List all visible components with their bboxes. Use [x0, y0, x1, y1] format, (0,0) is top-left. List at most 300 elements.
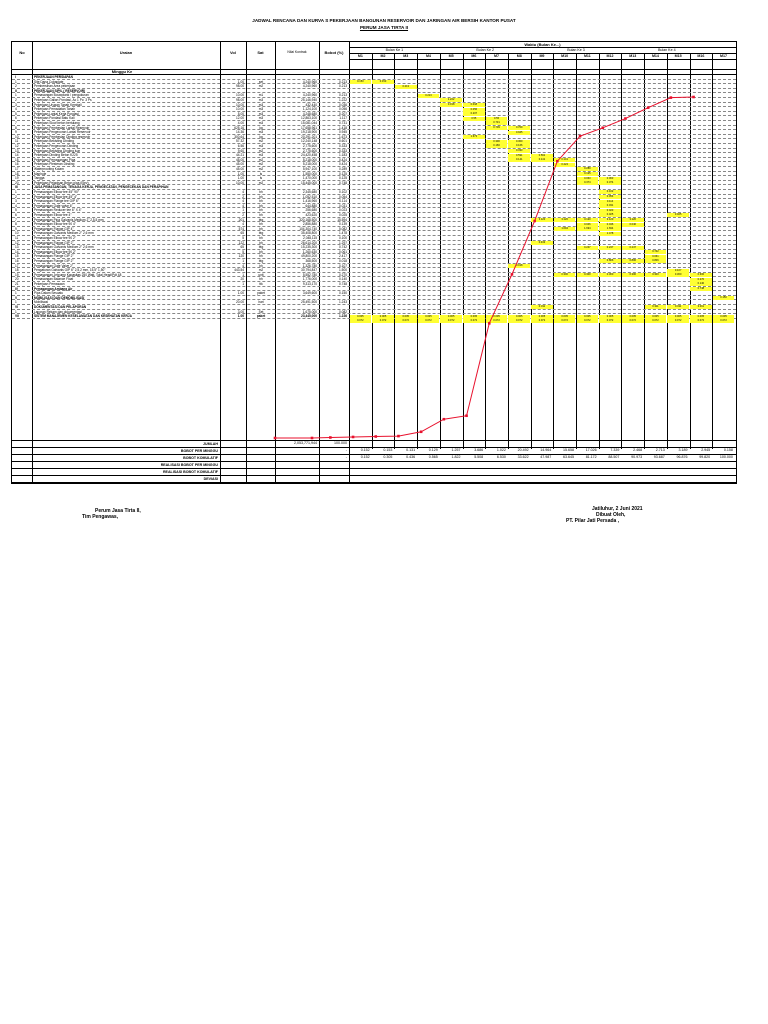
row-description: MOBILISASI DAN DEMOBILISASI	[34, 295, 85, 300]
week-label: M12	[606, 54, 614, 58]
row-unit: bh	[259, 199, 263, 204]
schedule-bar: 0.072	[645, 319, 667, 323]
row-description: Pemasangan Ambang Air	[34, 286, 73, 291]
row-contract-value: 12,240,148	[301, 139, 317, 144]
row-volume: 9.60	[237, 148, 244, 153]
schedule-bar: 0.005	[577, 315, 599, 319]
schedule-bar: 0.114	[599, 200, 621, 204]
schedule-bar: 0.300	[486, 140, 508, 144]
schedule-bar: 0.046	[577, 223, 599, 227]
row-number: 9	[15, 130, 17, 135]
row-contract-value: 1,776,000	[302, 277, 317, 282]
row-unit: btg	[258, 217, 264, 222]
s-curve-point	[352, 436, 355, 439]
s-curve-point	[443, 418, 446, 421]
month-label: Bulan Ke 1	[385, 48, 404, 52]
row-weight: 0.082	[339, 309, 347, 314]
row-weight: 0.424	[339, 162, 347, 167]
row-unit: m2	[258, 180, 264, 185]
row-number: 3	[15, 199, 17, 204]
row-weight: 1.478	[339, 231, 347, 236]
row-unit: m2	[258, 167, 264, 171]
cumulative-weight: 1.822	[451, 455, 461, 459]
row-unit: ls	[259, 176, 263, 181]
row-unit: bh	[259, 208, 263, 213]
row-volume: 300.64	[234, 134, 244, 139]
row-contract-value: 256,680	[305, 208, 317, 213]
row-unit: m1	[258, 93, 264, 98]
row-contract-value: 26,614,200	[301, 240, 317, 245]
row-description: Pekerjaan Pelapisan Beton pipa (Elev)	[34, 180, 89, 185]
row-contract-value: 644,880	[305, 203, 317, 208]
row-description: DOKUMENTASI DAN PELAPORAN	[34, 305, 87, 309]
row-unit: ls	[259, 171, 263, 176]
row-weight: 1.117	[339, 116, 347, 121]
row-unit: m3	[258, 130, 264, 135]
row-number: 1	[15, 93, 17, 98]
schedule-bar: 3.120	[531, 218, 553, 222]
row-weight: 0.054	[339, 194, 347, 199]
schedule-bar: 0.046	[622, 223, 644, 227]
weekly-weight: 0.152	[360, 448, 370, 452]
row-weight: 0.031	[339, 203, 347, 208]
s-curve-point	[274, 437, 277, 440]
row-number: 11	[15, 139, 19, 144]
weekly-weight: 0.153	[383, 448, 393, 452]
schedule-bar: 0.374	[599, 181, 621, 185]
schedule-bar: 0.311	[645, 305, 667, 309]
header-no: No	[19, 50, 25, 55]
cumulative-weight: 33.622	[517, 455, 529, 459]
s-curve-point	[329, 436, 332, 439]
row-weight: 0.140	[339, 277, 347, 282]
row-description: Pekerjaan Pemasangan Pipa	[34, 157, 76, 162]
schedule-bar: 0.072	[577, 319, 599, 323]
row-unit: m3	[258, 107, 264, 112]
schedule-bar: 1.222	[440, 98, 462, 102]
row-volume: 1.00	[237, 171, 244, 176]
row-contract-value: 2,345,680	[302, 190, 317, 194]
cumulative-weight: 47.987	[540, 455, 552, 459]
row-volume: 20.00	[236, 300, 244, 305]
week-label: M17	[720, 54, 728, 58]
row-contract-value: 432,440	[305, 102, 317, 107]
schedule-bar: 1.478	[599, 232, 621, 236]
row-volume: 1	[242, 282, 244, 286]
row-number: VII	[15, 314, 19, 319]
schedule-bar: 0.072	[713, 319, 735, 323]
row-weight: 0.100	[339, 236, 347, 240]
row-unit: m3	[258, 116, 264, 121]
row-contract-value: 25,491,500	[301, 300, 317, 305]
schedule-bar: 0.005	[486, 315, 508, 319]
schedule-bar: 0.153	[350, 80, 372, 84]
row-description: SISTEM MANAJEMEN KESELAMATAN DAN KESEHATAN KERJA	[34, 314, 132, 319]
schedule-bar: 0.072	[395, 319, 417, 323]
cumulative-weight: 0.305	[383, 455, 393, 459]
row-unit: m3	[258, 111, 264, 116]
row-volume: 4	[242, 199, 244, 204]
cumulative-weight: 93.687	[653, 455, 665, 459]
schedule-bar: 0.072	[554, 319, 576, 323]
row-number: 3	[15, 102, 17, 107]
row-volume: 5	[242, 236, 244, 240]
row-description: Pemasangan Flange tee GIP 6"	[34, 199, 79, 204]
row-number: VI	[15, 305, 19, 309]
row-description: Pekerjaan Lantai Kerja Pondasi	[34, 111, 79, 116]
row-description: Pemasangan Flange GIP 2"	[34, 259, 74, 263]
row-weight: 0.748	[339, 282, 347, 286]
row-volume: 98.00	[236, 98, 244, 102]
row-unit: bh	[259, 213, 263, 217]
footer-label: BOBOT PER MINGGU	[180, 448, 218, 453]
schedule-bar: 0.140	[690, 282, 712, 286]
row-unit: m2	[258, 157, 264, 162]
row-unit: bh	[259, 226, 263, 231]
row-volume: 443.54	[234, 268, 244, 273]
cumulative-weight: 99.820	[699, 455, 711, 459]
week-label: M3	[403, 54, 409, 58]
week-label: M14	[651, 54, 659, 58]
s-curve-point	[465, 414, 468, 417]
row-weight: 0.107	[339, 263, 347, 268]
row-number: 19	[15, 272, 19, 277]
schedule-bar: 0.054	[599, 195, 621, 199]
cumulative-weight: 6.530	[496, 455, 506, 459]
schedule-bar: 1.694	[599, 227, 621, 231]
schedule-bar: 1.694	[554, 227, 576, 231]
row-number: 14	[15, 249, 19, 254]
schedule-bar: 0.018	[440, 103, 462, 107]
row-number: 9	[15, 226, 17, 231]
row-weight: 1.226	[339, 314, 347, 319]
row-number: 16	[15, 259, 19, 263]
row-contract-value: 15,081,044	[301, 121, 317, 125]
header-vol: Vol	[230, 50, 236, 55]
schedule-bar: 0.311	[667, 305, 689, 309]
row-unit: m3	[258, 102, 264, 107]
row-contract-value: 23,445,000	[301, 314, 317, 319]
s-curve-point	[488, 322, 491, 325]
row-weight: 1.418	[339, 125, 347, 130]
row-number: V	[15, 295, 18, 300]
row-unit: m2	[258, 139, 264, 144]
row-description: Pemasangan Jetpump Kapasitas 250 Watt, Total Head/Pdt 48	[34, 272, 122, 277]
schedule-bar: 0.213	[395, 85, 417, 89]
cumulative-weight: 0.565	[428, 455, 438, 459]
row-volume: 4	[242, 203, 244, 208]
schedule-bar: 0.005	[463, 315, 485, 319]
schedule-bar: 0.55	[463, 117, 485, 121]
week-label: M5	[448, 54, 454, 58]
row-unit: ttk	[259, 282, 263, 286]
row-contract-value: 5,218,000	[302, 157, 317, 162]
signature-left-org: Perum Jasa Tirta II,	[95, 508, 141, 514]
row-contract-value: 2,856,880	[302, 222, 317, 227]
row-description: PEKERJAAN SIPIL ( RESERVOIR)	[34, 88, 86, 93]
header-sat: Sat	[257, 50, 264, 55]
weekly-weight: 0.131	[406, 448, 416, 452]
schedule-bar: 0.107	[667, 269, 689, 273]
row-description: Pemasangan Elbow tee 45° 4"	[34, 194, 78, 199]
row-number: 5	[15, 111, 17, 116]
schedule-bar: 0.005	[690, 315, 712, 319]
row-contract-value: 4,240,960	[302, 84, 317, 89]
week-label: M7	[494, 54, 500, 58]
row-contract-value: 19,218,900	[301, 130, 317, 135]
row-number: 1	[15, 309, 17, 314]
row-contract-value: 15,445,000	[301, 180, 317, 185]
row-number: 2	[15, 194, 17, 199]
schedule-table	[11, 41, 737, 484]
schedule-bar: 0.072	[350, 319, 372, 323]
schedule-bar: 0.072	[463, 319, 485, 323]
schedule-bar: 0.150	[713, 296, 735, 300]
footer-label: REALISASI BOBOT PER MINGGU	[160, 462, 218, 467]
row-unit: paket	[256, 314, 266, 319]
row-number: 15	[15, 157, 19, 162]
schedule-bar: 0.311	[531, 305, 553, 309]
schedule-bar: 0.55	[486, 117, 508, 121]
schedule-bar: 0.311	[690, 305, 712, 309]
schedule-bar: 0.945	[508, 131, 530, 135]
row-weight: 0.213	[339, 84, 347, 89]
row-number: 10	[15, 134, 19, 139]
row-volume: 1.00	[237, 79, 244, 84]
row-volume: 2	[242, 194, 244, 199]
schedule-bar: 0.072	[508, 319, 530, 323]
row-unit: kg	[259, 134, 263, 139]
signature-right-role: Dibuat Oleh,	[596, 512, 626, 518]
row-weight: 0.213	[339, 93, 347, 98]
schedule-bar: 0.300	[667, 273, 689, 277]
row-weight: 0.601	[339, 139, 347, 144]
row-description: Pemasangan Flange GIP 2"	[34, 254, 74, 259]
row-unit: m2	[258, 84, 264, 89]
row-contract-value: 5,947,100	[302, 167, 317, 171]
row-description: Pemasangan Pipa Galvanis Medium 2" 2,5,5 mm	[34, 217, 104, 222]
row-unit: bh	[259, 190, 263, 194]
row-unit: m3	[258, 144, 264, 148]
row-weight: 0.102	[339, 190, 347, 194]
row-number: 19	[15, 176, 19, 181]
row-contract-value: 1,124,100	[302, 107, 317, 112]
s-curve-point	[601, 126, 604, 129]
row-description: Pekerjaan Pondasi Batu Kali	[34, 116, 75, 121]
row-number: 15	[15, 254, 19, 259]
row-description: Pekerjaan Sloof beton bertulang	[34, 121, 80, 125]
row-weight: 0.742	[339, 245, 347, 250]
row-volume: 45.00	[236, 167, 244, 171]
row-number: 13	[15, 245, 19, 250]
row-volume: 1.00	[237, 314, 244, 319]
title-line-1: JADWAL RENCANA DAN KURVA S PEKERJAAN BANGUNAN RESERVOIR DAN JARINGAN AIR BERSIH KANTOR PUSAT	[252, 18, 516, 23]
schedule-bar: 0.424	[554, 163, 576, 167]
cumulative-weight: 88.507	[608, 455, 620, 459]
row-number: 20	[15, 277, 19, 282]
row-number: 7	[15, 121, 17, 125]
row-number: 17	[15, 167, 19, 171]
row-weight: 0.424	[339, 157, 347, 162]
row-volume: 20	[240, 277, 244, 282]
row-number: 6	[15, 213, 17, 217]
weekly-weight: 1.022	[496, 448, 506, 452]
row-volume: 4	[242, 222, 244, 227]
row-volume: 45.00	[236, 162, 244, 167]
row-number: 1	[15, 291, 17, 296]
row-weight: 0.748	[339, 180, 347, 185]
signature-right-company: PT. Pilar Jati Persada ,	[566, 518, 620, 524]
row-description: Pemasangan Elbow tee 90 2"	[34, 249, 76, 254]
schedule-bar: 0.005	[531, 315, 553, 319]
row-volume: 10.00	[236, 93, 244, 98]
row-number: 13	[15, 148, 19, 153]
schedule-bar: 0.806	[622, 259, 644, 263]
row-description: Pemasangan Balance Float	[34, 277, 74, 282]
row-unit: m2	[258, 148, 264, 153]
row-weight: 0.125	[339, 171, 347, 176]
row-description: Waterproofing Kolam	[34, 167, 64, 171]
row-unit: bh	[259, 203, 263, 208]
row-number: 8	[15, 222, 17, 227]
row-contract-value: 20,291,201	[301, 134, 317, 139]
s-curve-point	[579, 135, 582, 138]
row-description: Pemasangan Galvanis Medium 2" 2,6 mm	[34, 245, 94, 250]
week-label: M1	[357, 54, 363, 58]
schedule-bar: 1.694	[577, 227, 599, 231]
schedule-bar: 0.709	[508, 126, 530, 130]
row-unit: bh	[259, 254, 263, 259]
row-contract-value: 1,550,000	[302, 171, 317, 176]
schedule-bar: 0.166	[486, 144, 508, 148]
row-contract-value: 1,326,780	[302, 263, 317, 268]
schedule-bar: 0.063	[599, 177, 621, 181]
schedule-bar: 0.005	[418, 315, 440, 319]
cumulative-weight: 90.973	[631, 455, 643, 459]
schedule-bar: 0.300	[599, 273, 621, 277]
row-volume: 201	[238, 217, 244, 222]
row-volume: 5	[242, 249, 244, 254]
schedule-bar: 0.300	[622, 273, 644, 277]
row-description: Pembersihan Area pekerjaan	[34, 84, 76, 89]
week-label: M6	[471, 54, 477, 58]
row-weight: 1.500	[339, 268, 347, 273]
row-number: 7	[15, 217, 17, 222]
row-weight: 0.270	[339, 272, 347, 277]
schedule-bar: 0.300	[577, 273, 599, 277]
row-weight: 0.114	[339, 199, 347, 204]
row-contract-value: 35,408,800	[301, 231, 317, 236]
row-contract-value: 5,552,780	[302, 272, 317, 277]
weekly-weight: 1.257	[451, 448, 461, 452]
row-volume: 1	[242, 272, 244, 277]
row-number: 17	[15, 263, 19, 268]
row-description: Pemasangan Elbow tee 4"	[34, 213, 72, 217]
row-volume: 4	[242, 190, 244, 194]
weekly-weight: 15.658	[562, 448, 574, 452]
weekly-weight: 14.964	[540, 448, 552, 452]
cumulative-dash: -	[345, 455, 347, 459]
row-number: 11	[15, 236, 19, 240]
row-description: Pekerjaan Pembesian Lantai Reservoir	[34, 125, 90, 130]
row-unit: kg	[259, 125, 263, 130]
row-description: Pemasangan Elbow tee 90 2"	[34, 236, 76, 240]
row-contract-value: 12,863,100	[301, 116, 317, 121]
row-contract-value: 1,470,000	[302, 176, 317, 181]
row-volume: 10.00	[236, 107, 244, 112]
row-number: 21	[15, 282, 19, 286]
schedule-bar: 0.072	[440, 319, 462, 323]
schedule-bar: 0.300	[690, 273, 712, 277]
row-description: Pekerjaan Dinding Beton K225	[34, 153, 78, 158]
row-contract-value: 9,313,170	[302, 282, 317, 286]
row-description: Site Dana Cobaplate	[34, 79, 64, 84]
row-number: 8	[15, 125, 17, 130]
schedule-bar: 0.742	[645, 250, 667, 254]
schedule-bar: 0.247	[599, 246, 621, 250]
weekly-weight: 0.129	[428, 448, 438, 452]
row-number: 12	[15, 144, 19, 148]
month-label: Bulan Ke 4	[657, 48, 676, 52]
row-contract-value: 368,500	[305, 259, 317, 263]
weekly-weight: 3.189	[678, 448, 688, 452]
row-unit: bh	[259, 249, 263, 254]
row-volume: 574	[238, 226, 244, 231]
week-label: M9	[539, 54, 545, 58]
row-weight: 0.731	[339, 121, 347, 125]
schedule-bar: 0.072	[599, 319, 621, 323]
row-volume: 625.16	[234, 125, 244, 130]
schedule-bar: 0.072	[486, 319, 508, 323]
schedule-bar: 0.023	[599, 209, 621, 213]
row-weight: 2.417	[339, 254, 347, 259]
row-weight: 15.594	[337, 217, 347, 222]
row-contract-value: 1,675,000	[302, 309, 317, 314]
schedule-bar: 3.120	[554, 218, 576, 222]
schedule-bar: 0.063	[577, 177, 599, 181]
cumulative-weight: 5.508	[474, 455, 484, 459]
week-label: M15	[674, 54, 682, 58]
schedule-bar: 0.591	[531, 154, 553, 158]
row-contract-value: 1,416,960	[302, 199, 317, 204]
row-contract-value: 320,168,500	[299, 217, 317, 222]
row-volume: 1.00	[237, 176, 244, 181]
row-weight: 0.056	[339, 107, 347, 112]
row-weight: 5.082	[339, 226, 347, 231]
row-description: Pekerjaan Pembesian Dinding reservoir	[34, 134, 91, 139]
row-weight: 1.243	[339, 300, 347, 305]
schedule-bar: 3.120	[622, 218, 644, 222]
row-description: Manhole	[34, 171, 47, 176]
schedule-bar: 0.333	[508, 149, 530, 153]
row-volume: 14.36	[236, 130, 244, 135]
row-weight: 0.333	[339, 144, 347, 148]
schedule-bar: 0.213	[418, 94, 440, 98]
week-label: M10	[561, 54, 569, 58]
schedule-bar: 0.005	[622, 315, 644, 319]
footer-label: DEVIASI	[203, 476, 218, 481]
row-unit: btg	[258, 231, 264, 236]
week-label: M13	[629, 54, 637, 58]
schedule-bar: 3.120	[577, 218, 599, 222]
s-curve-point	[511, 273, 514, 276]
row-unit: bh	[259, 222, 263, 227]
row-weight: 0.061	[339, 249, 347, 254]
row-contract-value: 49,800,200	[301, 254, 317, 259]
row-weight: 1.222	[339, 98, 347, 102]
schedule-bar: 0.031	[599, 204, 621, 208]
week-label: M8	[516, 54, 522, 58]
